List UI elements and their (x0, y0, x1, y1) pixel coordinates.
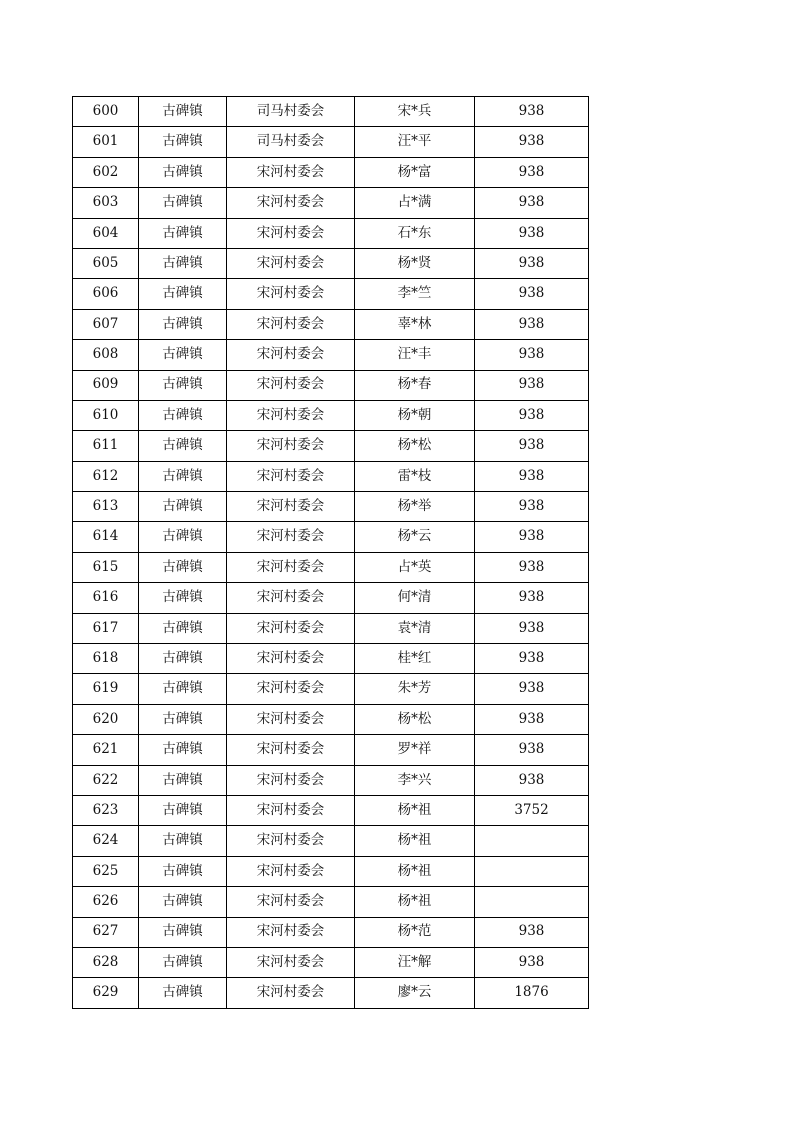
town-cell: 古碑镇 (139, 370, 227, 400)
town-cell: 古碑镇 (139, 157, 227, 187)
village-committee-cell: 宋河村委会 (227, 917, 355, 947)
amount-cell: 938 (475, 188, 589, 218)
row-number-cell: 603 (73, 188, 139, 218)
amount-cell: 938 (475, 279, 589, 309)
table-row (73, 552, 589, 582)
row-number-cell: 606 (73, 279, 139, 309)
name-cell: 汪*丰 (355, 340, 475, 370)
table-row (73, 887, 589, 917)
table-row (73, 674, 589, 704)
village-committee-cell: 宋河村委会 (227, 218, 355, 248)
town-cell: 古碑镇 (139, 431, 227, 461)
row-number-cell: 604 (73, 218, 139, 248)
village-committee-cell: 宋河村委会 (227, 188, 355, 218)
name-cell: 何*清 (355, 583, 475, 613)
village-committee-cell: 宋河村委会 (227, 370, 355, 400)
name-cell: 桂*红 (355, 644, 475, 674)
amount-cell: 938 (475, 644, 589, 674)
row-number-cell: 619 (73, 674, 139, 704)
town-cell: 古碑镇 (139, 947, 227, 977)
amount-cell: 938 (475, 492, 589, 522)
village-committee-cell: 宋河村委会 (227, 552, 355, 582)
name-cell: 廖*云 (355, 978, 475, 1008)
name-cell: 杨*朝 (355, 400, 475, 430)
name-cell: 李*兴 (355, 765, 475, 795)
village-committee-cell: 宋河村委会 (227, 795, 355, 825)
town-cell: 古碑镇 (139, 188, 227, 218)
town-cell: 古碑镇 (139, 795, 227, 825)
table-row (73, 97, 589, 127)
table-row (73, 431, 589, 461)
village-committee-cell: 宋河村委会 (227, 674, 355, 704)
name-cell: 李*竺 (355, 279, 475, 309)
name-cell: 杨*贤 (355, 248, 475, 278)
town-cell: 古碑镇 (139, 826, 227, 856)
document-page (72, 96, 589, 1009)
town-cell: 古碑镇 (139, 461, 227, 491)
name-cell: 宋*兵 (355, 97, 475, 127)
table-row (73, 978, 589, 1008)
table-row (73, 492, 589, 522)
amount-cell: 938 (475, 370, 589, 400)
row-number-cell: 620 (73, 704, 139, 734)
amount-cell: 938 (475, 917, 589, 947)
table-row (73, 127, 589, 157)
town-cell: 古碑镇 (139, 127, 227, 157)
name-cell: 杨*云 (355, 522, 475, 552)
town-cell: 古碑镇 (139, 248, 227, 278)
amount-cell: 3752 (475, 795, 589, 825)
name-cell: 杨*松 (355, 704, 475, 734)
name-cell: 袁*清 (355, 613, 475, 643)
amount-cell (475, 887, 589, 917)
table-row (73, 340, 589, 370)
town-cell: 古碑镇 (139, 492, 227, 522)
amount-cell: 938 (475, 309, 589, 339)
amount-cell: 938 (475, 613, 589, 643)
name-cell: 汪*平 (355, 127, 475, 157)
town-cell: 古碑镇 (139, 644, 227, 674)
name-cell: 杨*祖 (355, 887, 475, 917)
name-cell: 雷*枝 (355, 461, 475, 491)
village-committee-cell: 宋河村委会 (227, 522, 355, 552)
amount-cell (475, 826, 589, 856)
name-cell: 占*英 (355, 552, 475, 582)
amount-cell: 938 (475, 461, 589, 491)
amount-cell: 938 (475, 947, 589, 977)
row-number-cell: 627 (73, 917, 139, 947)
village-committee-cell: 宋河村委会 (227, 735, 355, 765)
amount-cell: 938 (475, 157, 589, 187)
table-row (73, 765, 589, 795)
name-cell: 石*东 (355, 218, 475, 248)
row-number-cell: 616 (73, 583, 139, 613)
town-cell: 古碑镇 (139, 887, 227, 917)
amount-cell: 938 (475, 522, 589, 552)
amount-cell: 938 (475, 97, 589, 127)
town-cell: 古碑镇 (139, 978, 227, 1008)
table-row (73, 400, 589, 430)
town-cell: 古碑镇 (139, 856, 227, 886)
name-cell: 杨*祖 (355, 795, 475, 825)
name-cell: 杨*春 (355, 370, 475, 400)
village-committee-cell: 宋河村委会 (227, 704, 355, 734)
amount-cell: 938 (475, 218, 589, 248)
row-number-cell: 628 (73, 947, 139, 977)
village-committee-cell: 宋河村委会 (227, 248, 355, 278)
data-table (72, 96, 589, 1009)
table-row (73, 856, 589, 886)
village-committee-cell: 宋河村委会 (227, 644, 355, 674)
amount-cell: 938 (475, 248, 589, 278)
table-row (73, 461, 589, 491)
table-row (73, 826, 589, 856)
table-row (73, 735, 589, 765)
row-number-cell: 621 (73, 735, 139, 765)
table-row (73, 188, 589, 218)
name-cell: 杨*松 (355, 431, 475, 461)
row-number-cell: 612 (73, 461, 139, 491)
town-cell: 古碑镇 (139, 917, 227, 947)
row-number-cell: 605 (73, 248, 139, 278)
row-number-cell: 610 (73, 400, 139, 430)
amount-cell: 938 (475, 127, 589, 157)
table-row (73, 947, 589, 977)
town-cell: 古碑镇 (139, 309, 227, 339)
town-cell: 古碑镇 (139, 400, 227, 430)
table-row (73, 248, 589, 278)
table-row (73, 522, 589, 552)
amount-cell: 1876 (475, 978, 589, 1008)
table-row (73, 644, 589, 674)
row-number-cell: 624 (73, 826, 139, 856)
name-cell: 罗*祥 (355, 735, 475, 765)
town-cell: 古碑镇 (139, 279, 227, 309)
village-committee-cell: 宋河村委会 (227, 492, 355, 522)
table-row (73, 218, 589, 248)
row-number-cell: 615 (73, 552, 139, 582)
village-committee-cell: 宋河村委会 (227, 978, 355, 1008)
row-number-cell: 623 (73, 795, 139, 825)
village-committee-cell: 司马村委会 (227, 97, 355, 127)
amount-cell: 938 (475, 400, 589, 430)
village-committee-cell: 宋河村委会 (227, 309, 355, 339)
village-committee-cell: 宋河村委会 (227, 400, 355, 430)
village-committee-cell: 宋河村委会 (227, 613, 355, 643)
town-cell: 古碑镇 (139, 674, 227, 704)
row-number-cell: 611 (73, 431, 139, 461)
village-committee-cell: 宋河村委会 (227, 583, 355, 613)
row-number-cell: 618 (73, 644, 139, 674)
name-cell: 杨*范 (355, 917, 475, 947)
town-cell: 古碑镇 (139, 704, 227, 734)
town-cell: 古碑镇 (139, 522, 227, 552)
village-committee-cell: 司马村委会 (227, 127, 355, 157)
name-cell: 占*满 (355, 188, 475, 218)
row-number-cell: 622 (73, 765, 139, 795)
table-row (73, 613, 589, 643)
table-row (73, 704, 589, 734)
table-row (73, 917, 589, 947)
amount-cell (475, 856, 589, 886)
amount-cell: 938 (475, 765, 589, 795)
amount-cell: 938 (475, 674, 589, 704)
town-cell: 古碑镇 (139, 552, 227, 582)
village-committee-cell: 宋河村委会 (227, 340, 355, 370)
name-cell: 杨*祖 (355, 826, 475, 856)
table-row (73, 157, 589, 187)
town-cell: 古碑镇 (139, 583, 227, 613)
town-cell: 古碑镇 (139, 613, 227, 643)
row-number-cell: 629 (73, 978, 139, 1008)
table-row (73, 279, 589, 309)
village-committee-cell: 宋河村委会 (227, 765, 355, 795)
table-row (73, 309, 589, 339)
amount-cell: 938 (475, 735, 589, 765)
village-committee-cell: 宋河村委会 (227, 856, 355, 886)
village-committee-cell: 宋河村委会 (227, 157, 355, 187)
name-cell: 杨*祖 (355, 856, 475, 886)
row-number-cell: 625 (73, 856, 139, 886)
row-number-cell: 609 (73, 370, 139, 400)
row-number-cell: 617 (73, 613, 139, 643)
row-number-cell: 600 (73, 97, 139, 127)
amount-cell: 938 (475, 340, 589, 370)
name-cell: 朱*芳 (355, 674, 475, 704)
town-cell: 古碑镇 (139, 765, 227, 795)
town-cell: 古碑镇 (139, 340, 227, 370)
row-number-cell: 602 (73, 157, 139, 187)
row-number-cell: 626 (73, 887, 139, 917)
row-number-cell: 614 (73, 522, 139, 552)
row-number-cell: 608 (73, 340, 139, 370)
village-committee-cell: 宋河村委会 (227, 279, 355, 309)
village-committee-cell: 宋河村委会 (227, 947, 355, 977)
amount-cell: 938 (475, 583, 589, 613)
name-cell: 汪*解 (355, 947, 475, 977)
village-committee-cell: 宋河村委会 (227, 887, 355, 917)
amount-cell: 938 (475, 431, 589, 461)
table-row (73, 370, 589, 400)
town-cell: 古碑镇 (139, 218, 227, 248)
name-cell: 辜*林 (355, 309, 475, 339)
table-row (73, 583, 589, 613)
row-number-cell: 607 (73, 309, 139, 339)
village-committee-cell: 宋河村委会 (227, 431, 355, 461)
name-cell: 杨*举 (355, 492, 475, 522)
table-row (73, 795, 589, 825)
village-committee-cell: 宋河村委会 (227, 826, 355, 856)
name-cell: 杨*富 (355, 157, 475, 187)
village-committee-cell: 宋河村委会 (227, 461, 355, 491)
row-number-cell: 613 (73, 492, 139, 522)
town-cell: 古碑镇 (139, 735, 227, 765)
amount-cell: 938 (475, 704, 589, 734)
row-number-cell: 601 (73, 127, 139, 157)
amount-cell: 938 (475, 552, 589, 582)
town-cell: 古碑镇 (139, 97, 227, 127)
table-body (73, 97, 589, 1009)
